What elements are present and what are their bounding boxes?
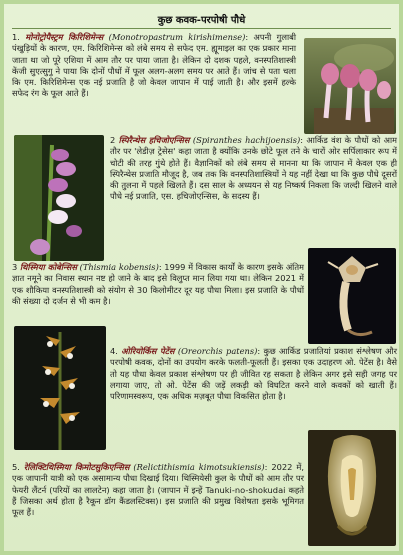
section-1-body: : अपनी गुलाबी पंखुड़ियों के कारण, एम. किरिशिमेन्स को लंबे समय से सफेद एम. ह्यूमाइल का एक प्रकार माना जाता था जो पूरे एशिया में आम तौर पर पाया जाता है। लेकिन दो दशक पहले, वनस्पतिशास्त्री केंजी सुएत्सुगु ने पाया कि दोनों पौधों में फूल अलग-अलग समय पर आते हैं। जांच से पता चला कि एम. किरिशिमेन्स एक नई प्रजाति है जो केवल जापान में पाई जाती है। और इसमें हल्के सफेद रंग के फूल आते हैं। [12,32,296,99]
section-2-number: 2 [110,135,116,145]
section-1-hindi-name: मोनोट्रोपैस्ट्रम किरिशिमेन्स [25,32,104,42]
thismia-image [308,248,396,344]
title-divider [12,28,391,29]
section-2-body: : आर्किड वंश के पौधों को आम तौर पर 'लेडीज़ ट्रेसेस' कहा जाता है क्योंकि उनके छोटे फूल तने के चारों ओर सर्पिलाकार रूप में चोटी की तरह गुंथे होते हैं। वैज्ञानिकों को लंबे समय से मानना था कि जापान में केवल एक ही स्पिरैन्थेस प्रजाति मौजूद है, जब तक कि वनस्पतिशास्त्रियों ने यह नहीं देखा था कि कुछ पौधे दूसरों की तुलना में पहले खिलते हैं। दस साल के अध्ययन से यह निष्कर्ष निकला कि जल्दी खिलने वाले पौधे नई प्रजाति, एस. हचिजोएन्सिस, के सदस्य हैं। [110,135,398,202]
page-title: कुछ कवक-परपोषी पौधे [157,15,246,26]
section-2-text [110,135,397,203]
section-3-hindi-name: थिस्मिया कोबेन्सिस [19,262,77,272]
section-4-body: : कुछ आर्किड प्रजातियां प्रकाश संश्लेषण और परपोषी कवक, दोनों का उपयोग करके फलती-फूलती हैं। इसका एक उदाहरण ओ. पेटेंस है। वैसे तो यह पौधा केवल प्रकाश संश्लेषण पर ही जीवित रह सकता है लेकिन अगर इसे सही जगह पर लगाया जाए, तो ओ. पेटेंस की जड़ें लकड़ी को विघटित करने वाले कवकों को खाती हैं। परिणामस्वरूप, एक अधिक मज़बूत पौधा विकसित होता है। [110,346,397,402]
photo-oreorchis [14,326,106,450]
section-1-text [12,32,296,100]
section-2-sci-name: (Spiranthes hachijoensis) [192,135,301,145]
section-4-hindi-name: ओरियोर्किस पेटेंस [121,346,175,356]
photo-spiranthes [14,135,104,261]
section-1-number: 1. [12,32,20,42]
section-5-hindi-name: रेलिक्टिथिस्मिया किमोटसुकिएन्सिस [23,462,130,472]
spiranthes-image [14,135,104,261]
section-3-text [12,262,304,307]
section-5-text [12,462,304,518]
section-4-text [110,346,397,402]
section-5-sci-name: (Relictithismia kimotsukiensis) [133,462,265,472]
section-4-sci-name: (Oreorchis patens) [177,346,258,356]
photo-monotropastrum [304,38,396,134]
section-5-body: : 2022 में, एक जापानी यात्री को एक असामान्य पौधा दिखाई दिया। थिस्मियेसी कुल के पौधों को आम तौर पर फेयरी लैंटर्न (परियों का लालटेन) कहा जाता है। (जापान में इन्हें Tanuki-no-shokudai कहते हैं जिसका अर्थ होता है रैकून डॉग कैंडलस्टिक्स)। इस प्रजाति की प्रमुख विशेषता इसके भूमिगत फूल हैं। [12,462,304,518]
oreorchis-image [14,326,106,450]
section-1-sci-name: (Monotropastrum kirishimense) [108,32,246,42]
section-3-body: : 1999 में विकास कार्यों के कारण इसके अंतिम ज्ञात नमूने का निवास स्थान नष्ट हो जाने के बाद इसे विलुप्त मान लिया गया था। लेकिन 2021 में एक शौकिया वनस्पतिशास्त्री को संयोग से 30 किलोमीटर दूर यह पौधा मिला। इस प्रजाति के पौधों की संख्या दो दर्जन से भी कम है। [12,262,305,306]
monotropastrum-image [304,38,396,134]
section-3-sci-name: (Thismia kobensis) [79,262,159,272]
photo-thismia [308,248,396,344]
section-4-number: 4. [110,346,118,356]
section-2-hindi-name: स्पिरैन्थेस हचिजोएन्सिस [118,135,190,145]
section-5-number: 5. [12,462,20,472]
photo-relictithismia [308,430,396,546]
section-3-number: 3 [12,262,18,272]
relictithismia-image [308,430,396,546]
